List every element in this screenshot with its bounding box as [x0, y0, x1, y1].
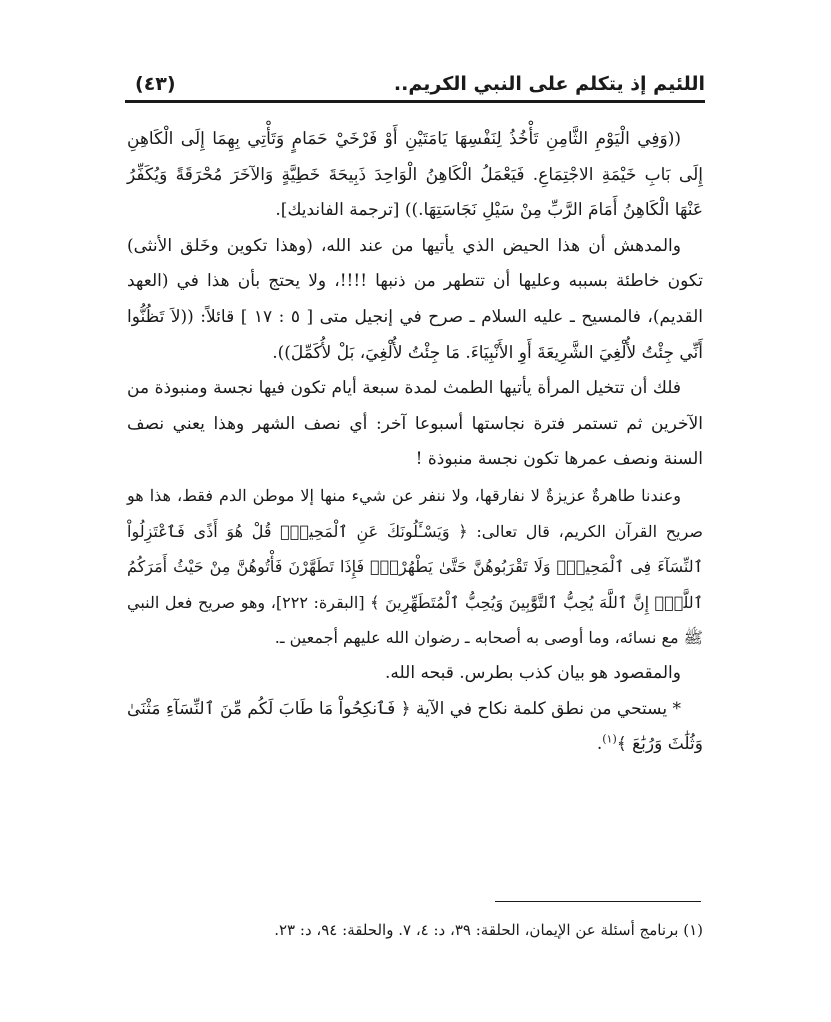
paragraph-quran-verse: وعندنا طاهرةٌ عزيزةٌ لا نفارقها، ولا ننفر عن شيء منها إلا موطن الدم فقط، هذا هو صريح القرآن الكريم، قال تعالى: ﴿ وَيَسْـَٔلُونَكَ عَنِ ٱلْمَحِيضِۖ قُلْ هُوَ أَذًى فَٱعْتَزِلُواْ ٱلنِّسَآءَ فِى ٱلْمَحِيضِۖ وَلَا تَقْرَبُوهُنَّ حَتَّىٰ يَطْهُرْنَۖ فَإِذَا تَطَهَّرْنَ فَأْتُوهُنَّ مِنْ حَيْثُ أَمَرَكُمُ ٱللَّهُۚ إِنَّ ٱللَّهَ يُحِبُّ ٱلتَّوَّٰبِينَ وَيُحِبُّ ٱلْمُتَطَهِّرِينَ ﴾ [البقرة: ٢٢٢]، وهو صريح فعل النبي ﷺ مع نسائه، وما أوصى به أصحابه ـ رضوان الله عليهم أجمعين ـ.	[127, 485, 703, 648]
sentence-end: .	[596, 734, 603, 755]
footnote-divider	[495, 901, 701, 902]
paragraph-menstruation-sin: والمدهش أن هذا الحيض الذي يأتيها من عند الله، (وهذا تكوين وخَلق الأنثى) تكون خاطئة بسببه وعليها أن تتطهر من ذنبها !!!!، ولا يحتج بأن هذا في (العهد القديم)، فالمسيح ـ عليه السلام ـ صرح في إنجيل متى [ ٥ : ١٧ ] قائلاً: ((لاَ تَظُنُّوا أَنِّي جِئْتُ لأُلْغِيَ الشَّرِيعَةَ أَوِ الأَنْبِيَاءَ. مَا جِئْتُ لأُلْغِيَ، بَلْ لأُكَمِّلَ)).	[127, 235, 703, 363]
page-number: (٤٣)	[135, 73, 176, 95]
paragraph-impurity-duration: فلك أن تتخيل المرأة يأتيها الطمث لمدة سبعة أيام تكون فيها نجسة ومنبوذة من الآخرين ثم تستمر فترة نجاستها أسبوعا آخر: أي نصف الشهر وهذا يعني نصف السنة ونصف عمرها تكون نجسة منبوذة !	[127, 378, 703, 470]
page-header	[125, 72, 705, 103]
paragraph-conclusion: والمقصود هو بيان كذب بطرس. قبحه الله.	[385, 662, 681, 683]
header-title: اللئيم إذ يتكلم على النبي الكريم..	[393, 73, 705, 95]
footnote: (١) برنامج أسئلة عن الإيمان، الحلقة: ٣٩، د: ٤، ٧. والحلقة: ٩٤، د: ٢٣.	[274, 921, 703, 939]
paragraph-bible-quote: ((وَفِي الْيَوْمِ الثَّامِنِ تَأْخُذُ لِنَفْسِهَا يَامَتَيْنِ أَوْ فَرْخَيْ حَمَامٍ وَتَأْتِي بِهِمَا إِلَى الْكَاهِنِ إِلَى بَابِ خَيْمَةِ الاجْتِمَاعِ. فَيَعْمَلُ الْكَاهِنُ الْوَاحِدَ ذَبِيحَةَ خَطِيَّةٍ وَالآخَرَ مُحْرَقَةً وَيُكَفِّرُ عَنْهَا الْكَاهِنُ أَمَامَ الرَّبِّ مِنْ سَيْلِ نَجَاسَتِهَا.)) [ترجمة الفانديك].	[127, 129, 703, 221]
nikah-verse-text: * يستحي من نطق كلمة نكاح في الآية ﴿ فَٱنكِحُواْ مَا طَابَ لَكُم مِّنَ ٱلنِّسَآءِ مَثْنَىٰ وَثُلَٰثَ وَرُبَٰعَ ﴾	[127, 698, 703, 755]
paragraph-nikah-verse	[127, 692, 703, 763]
footnote-reference: (١)	[602, 732, 617, 746]
body-text	[127, 122, 703, 763]
